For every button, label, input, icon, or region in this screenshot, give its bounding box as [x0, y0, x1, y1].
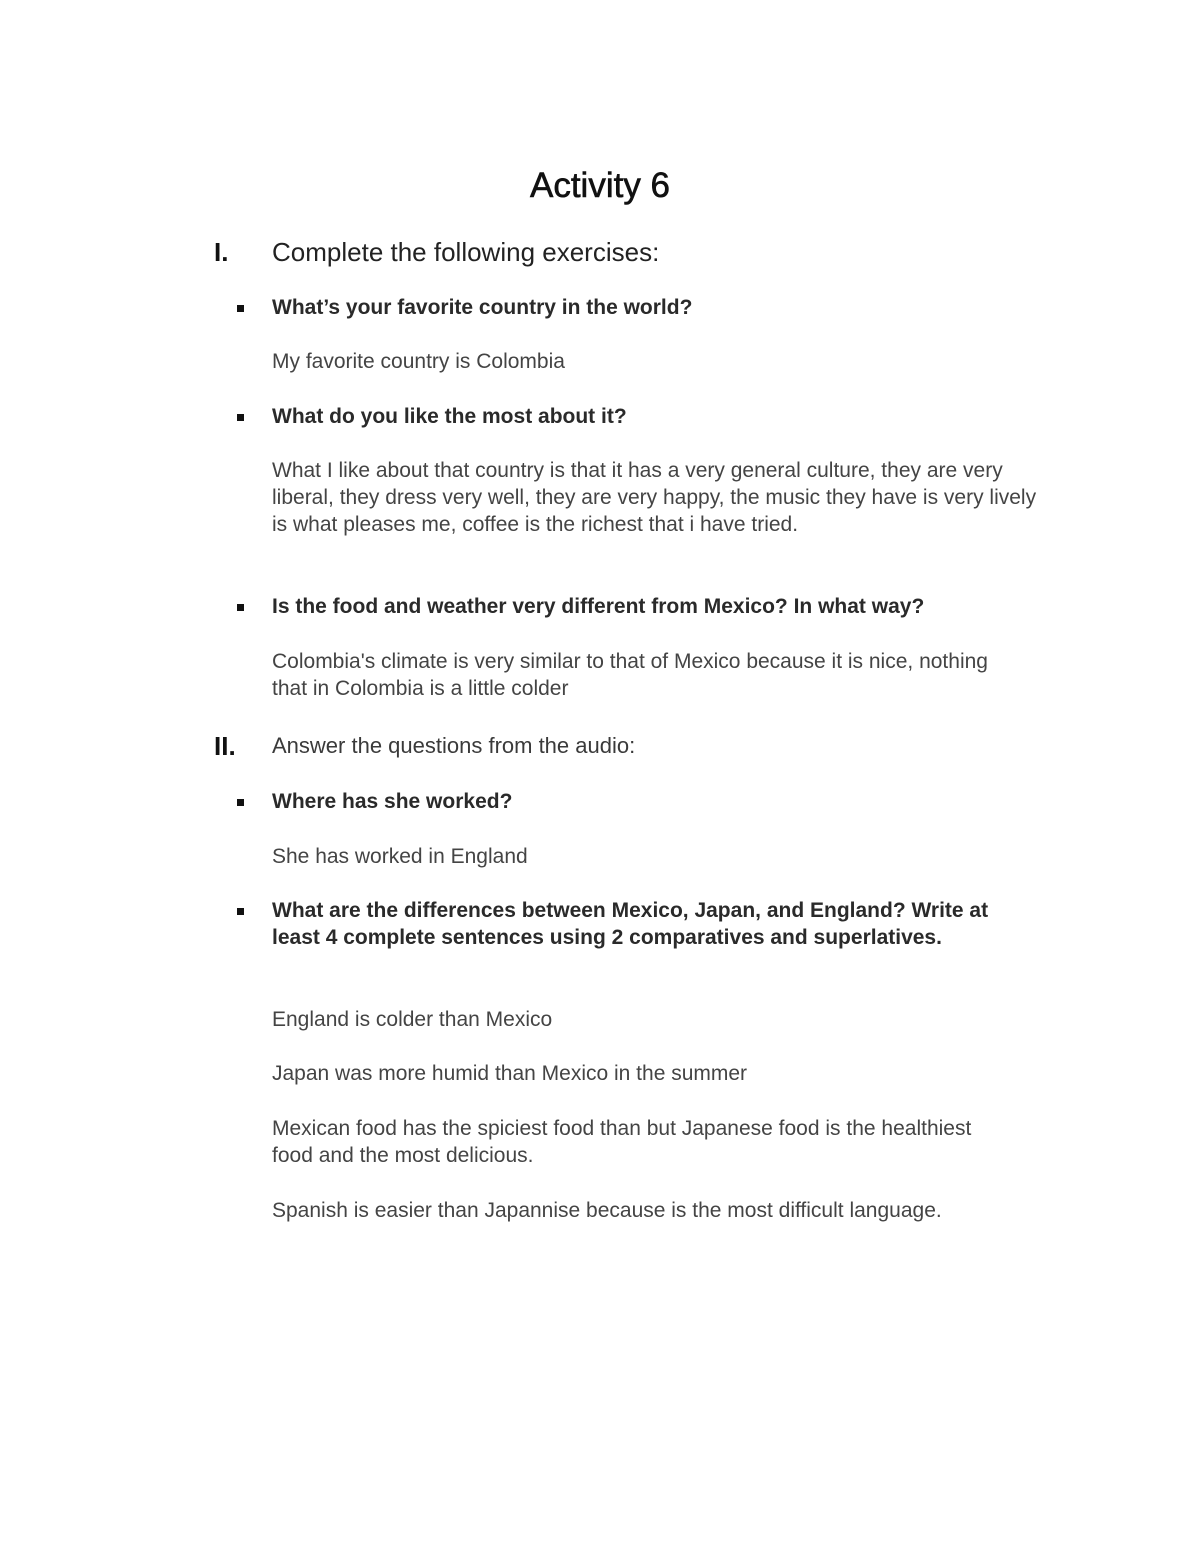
section-1-numeral: I.: [214, 237, 229, 267]
section-2-numeral: II.: [214, 731, 236, 761]
answer-5a: England is colder than Mexico: [272, 1008, 553, 1031]
answer-2: What I like about that country is that it has a very general culture, they are very liberal, they dress very well, they are very happy, the music they have is very lively is what pleases me, coffee is the richest that i have tried.: [272, 459, 1037, 536]
answer-5b: Japan was more humid than Mexico in the summer: [272, 1062, 748, 1085]
section-2-heading: [0, 729, 1200, 763]
answer-1: My favorite country is Colombia: [272, 350, 565, 373]
answer-4: She has worked in England: [272, 845, 528, 868]
question-5: What are the differences between Mexico, Japan, and England? Write at least 4 complete sentences using 2 comparatives and superlatives.: [272, 899, 989, 949]
question-4: Where has she worked?: [272, 790, 513, 813]
answer-5c: Mexican food has the spiciest food than but Japanese food is the healthiest food and the most delicious.: [272, 1117, 972, 1167]
question-3: Is the food and weather very different from Mexico? In what way?: [272, 595, 925, 618]
answer-3: Colombia's climate is very similar to that of Mexico because it is nice, nothing that in Colombia is a little colder: [272, 650, 988, 700]
bullet-square-icon: [237, 604, 244, 611]
question-2: What do you like the most about it?: [272, 405, 627, 428]
section-1-heading: [0, 235, 1200, 269]
bullet-square-icon: [237, 908, 244, 915]
section-2-title: Answer the questions from the audio:: [272, 733, 636, 758]
answer-5d: Spanish is easier than Japannise because is the most difficult language.: [272, 1199, 942, 1222]
question-1: What’s your favorite country in the world?: [272, 296, 693, 319]
bullet-square-icon: [237, 414, 244, 421]
bullet-square-icon: [237, 799, 244, 806]
section-1-title: Complete the following exercises:: [272, 237, 660, 267]
document-title: Activity 6: [529, 166, 671, 205]
bullet-square-icon: [237, 305, 244, 312]
